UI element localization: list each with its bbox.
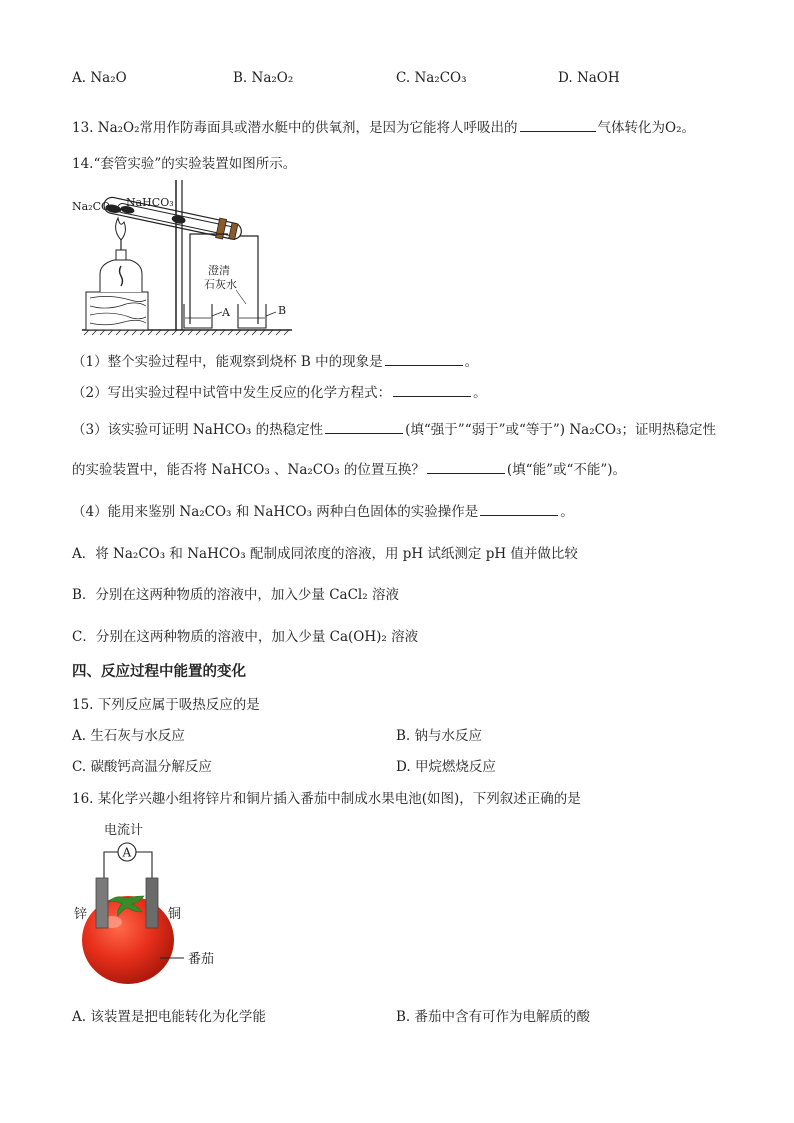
q13-blank xyxy=(520,118,596,132)
option-text: Na₂O xyxy=(90,70,127,86)
q16-option-a xyxy=(72,1005,266,1025)
label-lime-water-1: 澄清 xyxy=(208,264,230,277)
option-key: A. xyxy=(72,1009,87,1025)
option-text: NaOH xyxy=(576,70,620,86)
label-zinc: 锌 xyxy=(74,907,88,922)
label-copper: 铜 xyxy=(168,907,182,922)
label-beaker-a: A xyxy=(222,306,230,319)
q12-option-d xyxy=(558,70,620,86)
q13-line xyxy=(72,116,695,136)
option-key: D. xyxy=(558,70,573,86)
option-key: D. xyxy=(396,759,411,775)
option-text: 甲烷燃烧反应 xyxy=(414,759,496,775)
option-key: C. xyxy=(396,70,411,86)
q14-blank-3b xyxy=(427,460,505,474)
label-na2co3: Na₂CO₃ xyxy=(72,200,115,213)
text: （1）整个实验过程中，能观察到烧杯 B 中的现象是 xyxy=(72,354,383,370)
q14-part-4 xyxy=(72,500,574,520)
q14-part-3b xyxy=(72,458,626,478)
option-text: 该装置是把电能转化为化学能 xyxy=(90,1009,266,1025)
option-key: A. xyxy=(72,70,87,86)
text: 。 xyxy=(473,385,487,401)
q15-option-a xyxy=(72,724,185,744)
option-key: B. xyxy=(233,70,248,86)
nested-tube-apparatus-figure xyxy=(70,178,300,336)
text: （2）写出实验过程中试管中发生反应的化学方程式： xyxy=(72,385,392,401)
text: 。 xyxy=(464,354,479,370)
q14-option-c: C．分别在这两种物质的溶液中，加入少量 Ca(OH)₂ 溶液 xyxy=(72,629,419,645)
tomato-battery-figure xyxy=(70,818,250,994)
ammeter-symbol: A xyxy=(122,845,132,860)
q12-option-b xyxy=(233,70,293,86)
text: （3）该实验可证明 NaHCO₃ 的热稳定性 xyxy=(72,422,324,438)
text: (填“能”或“不能”)。 xyxy=(506,462,627,478)
q15-option-d xyxy=(396,755,496,775)
section-4-heading: 四、反应过程中能置的变化 xyxy=(72,664,246,680)
q13-text-before: Na₂O₂常用作防毒面具或潜水艇中的供氧剂，是因为它能将人呼吸出的 xyxy=(97,120,518,136)
q14-stem: 14.“套管实验”的实验装置如图所示。 xyxy=(72,156,297,172)
option-key: C. xyxy=(72,759,87,775)
option-text: Na₂O₂ xyxy=(251,70,294,86)
q14-part-1 xyxy=(72,350,478,370)
q14-option-b: B．分别在这两种物质的溶液中，加入少量 CaCl₂ 溶液 xyxy=(72,587,399,603)
q13-number: 13. xyxy=(72,120,94,136)
text: （4）能用来鉴别 Na₂CO₃ 和 NaHCO₃ 两种白色固体的实验操作是 xyxy=(72,504,479,520)
q16-stem: 16. 某化学兴趣小组将锌片和铜片插入番茄中制成水果电池(如图)，下列叙述正确的是 xyxy=(72,791,581,807)
label-nahco3: NaHCO₃ xyxy=(126,196,174,209)
text: 。 xyxy=(560,504,574,520)
q16-option-b xyxy=(396,1005,590,1025)
q14-blank-1 xyxy=(385,352,463,366)
text: 的实验装置中，能否将 NaHCO₃ 、Na₂CO₃ 的位置互换？ xyxy=(72,462,425,478)
q12-option-a xyxy=(72,70,127,86)
label-tomato: 番茄 xyxy=(188,952,215,967)
option-text: Na₂CO₃ xyxy=(414,70,467,86)
label-lime-water-2: 石灰水 xyxy=(204,278,237,291)
option-key: A. xyxy=(72,728,87,744)
label-galvanometer: 电流计 xyxy=(104,823,144,838)
option-text: 钠与水反应 xyxy=(414,728,483,744)
q14-blank-4 xyxy=(480,502,558,516)
option-text: 生石灰与水反应 xyxy=(90,728,185,744)
q14-blank-2 xyxy=(393,383,471,397)
q14-option-a: A．将 Na₂CO₃ 和 NaHCO₃ 配制成同浓度的溶液，用 pH 试纸测定 pH 值并做比较 xyxy=(72,546,578,562)
q15-stem: 15. 下列反应属于吸热反应的是 xyxy=(72,697,260,713)
label-beaker-b: B xyxy=(278,304,287,317)
q15-option-b xyxy=(396,724,482,744)
option-key: B. xyxy=(396,728,411,744)
q14-part-3a xyxy=(72,418,716,438)
q15-option-c xyxy=(72,755,212,775)
option-text: 碳酸钙高温分解反应 xyxy=(90,759,212,775)
option-key: B. xyxy=(396,1009,411,1025)
q12-option-c xyxy=(396,70,467,86)
option-text: 番茄中含有可作为电解质的酸 xyxy=(414,1009,591,1025)
q13-text-after: 气体转化为O₂。 xyxy=(597,120,696,136)
q14-part-2 xyxy=(72,381,487,401)
text: (填“强于”“弱于”或“等于”) Na₂CO₃；证明热稳定性 xyxy=(405,422,716,438)
q14-blank-3a xyxy=(325,420,403,434)
